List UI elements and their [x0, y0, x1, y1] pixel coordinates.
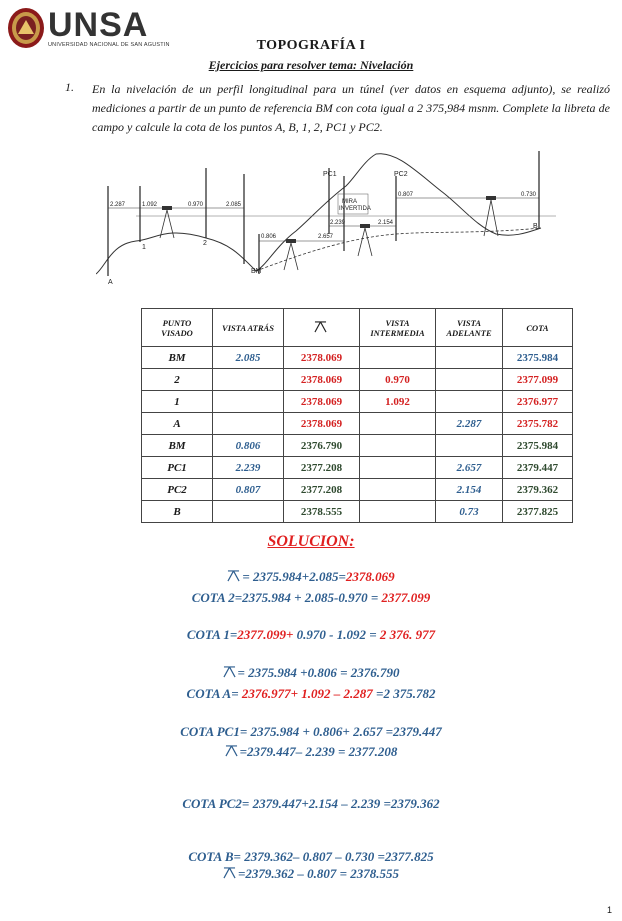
equation-hi-3: [0, 744, 622, 760]
equation-text: COTA 1=: [186, 627, 238, 642]
cell-instrument-height: 2378.069: [284, 413, 360, 435]
equation-cota-1: [0, 627, 622, 643]
cell-vista-atras: 0.807: [213, 479, 284, 501]
logo-text: UNSA: [48, 6, 149, 44]
cell-instrument-height: 2378.555: [284, 501, 360, 523]
cell-cota: 2377.825: [503, 501, 573, 523]
header-cota: COTA: [503, 309, 573, 347]
header-vista-intermedia: VISTA INTERMEDIA: [360, 309, 436, 347]
equation-hi-4: [0, 866, 622, 882]
equation-text: =2379.362 – 0.807 = 2378.555: [237, 866, 400, 881]
equation-text: = 2375.984 +0.806 = 2376.790: [237, 665, 400, 680]
page-subtitle: Ejercicios para resolver tema: Nivelación: [208, 58, 414, 72]
cell-vista-adelante: 2.657: [436, 457, 503, 479]
cell-instrument-height: 2378.069: [284, 369, 360, 391]
table-row: [142, 435, 573, 457]
diagram-label-1: 1: [142, 244, 146, 251]
table-row: [142, 479, 573, 501]
cell-vista-adelante: 2.154: [436, 479, 503, 501]
cell-cota: 2379.362: [503, 479, 573, 501]
cell-cota: 2375.984: [503, 347, 573, 369]
table-row: [142, 347, 573, 369]
diagram-label: 0.970: [188, 202, 204, 208]
equation-result: =2 375.782: [372, 686, 436, 701]
equation-text: COTA 2=2375.984 + 2.085-0.970 =: [191, 590, 382, 605]
table-header-row: [142, 309, 573, 347]
cell-cota: 2376.977: [503, 391, 573, 413]
header-vista-atras: VISTA ATRÁS: [213, 309, 284, 347]
diagram-label: 2.154: [378, 220, 394, 226]
cell-vista-atras: 0.806: [213, 435, 284, 457]
diagram-label-mira: MIRA: [342, 199, 357, 205]
cell-vista-atras: [213, 413, 284, 435]
table-row: [142, 501, 573, 523]
question-text: En la nivelación de un perfil longitudinal para un túnel (ver datos en esquema adjunto), se realizó mediciones a partir de un punto de referencia BM con cota igual a 2 375,984 msnm. Complete la libreta de campo y calcule la cota de los puntos A, B, 1, 2, PC1 y PC2.: [92, 82, 610, 134]
cell-cota: 2379.447: [503, 457, 573, 479]
cell-instrument-height: 2378.069: [284, 347, 360, 369]
diagram-label: 2.085: [226, 202, 242, 208]
page-title: TOPOGRAFÍA I: [256, 38, 366, 53]
cell-vista-intermedia: [360, 479, 436, 501]
diagram-label: 0.807: [398, 192, 414, 198]
cell-vista-adelante: [436, 347, 503, 369]
equation-cota-pc1: [0, 724, 622, 740]
question-number: 1.: [65, 80, 74, 94]
equation-result: 2377.099: [381, 590, 431, 605]
cell-vista-adelante: 0.73: [436, 501, 503, 523]
field-book-table: [141, 308, 573, 523]
header-punto-visado: PUNTO VISADO: [142, 309, 213, 347]
equation-text: 0.970 - 1.092 =: [293, 627, 380, 642]
cell-punto-visado: A: [142, 413, 213, 435]
equation-cota-a: [0, 686, 622, 702]
table-row: [142, 369, 573, 391]
cell-vista-intermedia: [360, 501, 436, 523]
equation-cota-2: [0, 590, 622, 606]
header-instrument-height: [284, 309, 360, 347]
instrument-height-icon: [314, 321, 327, 333]
diagram-label-b: B: [533, 223, 538, 230]
equation-hi-2: [0, 665, 622, 681]
diagram-label: 0.806: [261, 234, 277, 240]
cell-vista-intermedia: [360, 435, 436, 457]
table-row: [142, 413, 573, 435]
leveling-profile-diagram: [96, 146, 556, 286]
cell-punto-visado: BM: [142, 435, 213, 457]
solution-title: SOLUCION:: [267, 533, 355, 550]
equation-cota-b: [0, 849, 622, 865]
cell-instrument-height: 2376.790: [284, 435, 360, 457]
cell-vista-atras: [213, 501, 284, 523]
equation-result: 2 376. 977: [379, 627, 436, 642]
cell-vista-adelante: [436, 391, 503, 413]
equation-text: = 2375.984+2.085=: [242, 569, 346, 584]
cell-vista-intermedia: 0.970: [360, 369, 436, 391]
cell-instrument-height: 2378.069: [284, 391, 360, 413]
cell-punto-visado: B: [142, 501, 213, 523]
diagram-label: 1.092: [142, 202, 158, 208]
diagram-label-bm: BM: [251, 268, 262, 275]
cell-vista-atras: 2.239: [213, 457, 284, 479]
diagram-label: 0.730: [521, 192, 537, 198]
equation-cota-pc2: [0, 796, 622, 812]
cell-vista-intermedia: [360, 347, 436, 369]
cell-punto-visado: PC1: [142, 457, 213, 479]
diagram-label-invertida: INVERTIDA: [339, 206, 371, 212]
instrument-height-icon: [223, 666, 236, 678]
equation-text: COTA PC1= 2375.984 + 0.806+ 2.657 =2379.447: [180, 724, 442, 739]
cell-vista-adelante: 2.287: [436, 413, 503, 435]
cell-vista-intermedia: 1.092: [360, 391, 436, 413]
diagram-label-a: A: [108, 279, 113, 286]
equation-hi-1: [0, 569, 622, 585]
cell-punto-visado: BM: [142, 347, 213, 369]
table-row: [142, 457, 573, 479]
cell-vista-adelante: [436, 369, 503, 391]
diagram-label: 2.239: [330, 220, 346, 226]
equation-text: COTA PC2= 2379.447+2.154 – 2.239 =2379.362: [182, 796, 440, 811]
cell-instrument-height: 2377.208: [284, 457, 360, 479]
cell-instrument-height: 2377.208: [284, 479, 360, 501]
equation-result: 2378.069: [345, 569, 395, 584]
diagram-label: 2.657: [318, 234, 334, 240]
cell-vista-atras: [213, 369, 284, 391]
cell-vista-intermedia: [360, 457, 436, 479]
page-number: 1: [606, 905, 612, 915]
cell-punto-visado: 1: [142, 391, 213, 413]
equation-text: =2379.447– 2.239 = 2377.208: [239, 744, 398, 759]
diagram-label-pc1: PC1: [323, 171, 337, 178]
cell-punto-visado: 2: [142, 369, 213, 391]
equation-text: COTA B= 2379.362– 0.807 – 0.730 =2377.825: [188, 849, 434, 864]
cell-vista-intermedia: [360, 413, 436, 435]
table-row: [142, 391, 573, 413]
instrument-height-icon: [223, 867, 236, 879]
cell-punto-visado: PC2: [142, 479, 213, 501]
cell-cota: 2377.099: [503, 369, 573, 391]
cell-cota: 2375.984: [503, 435, 573, 457]
equation-text: COTA A=: [186, 686, 242, 701]
cell-vista-atras: [213, 391, 284, 413]
instrument-height-icon: [225, 745, 238, 757]
cell-vista-atras: 2.085: [213, 347, 284, 369]
diagram-label-pc2: PC2: [394, 171, 408, 178]
header-vista-adelante: VISTA ADELANTE: [436, 309, 503, 347]
cell-vista-adelante: [436, 435, 503, 457]
logo-subtitle: UNIVERSIDAD NACIONAL DE SAN AGUSTIN: [48, 42, 170, 48]
diagram-label-2: 2: [203, 240, 207, 247]
equation-term: 2377.099+: [237, 627, 294, 642]
equation-term: 2376.977+ 1.092 – 2.287: [241, 686, 373, 701]
diagram-label: 2.287: [110, 202, 126, 208]
cell-cota: 2375.782: [503, 413, 573, 435]
instrument-height-icon: [227, 570, 240, 582]
